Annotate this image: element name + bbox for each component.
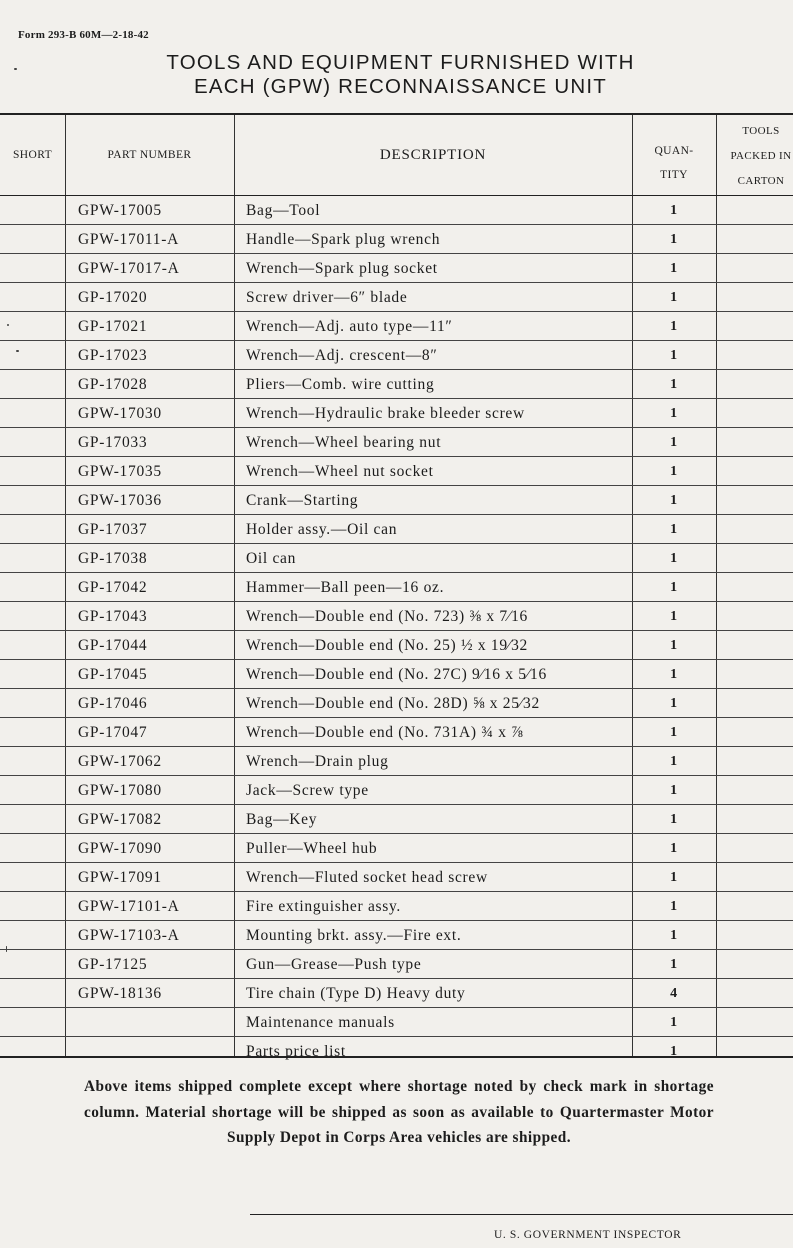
part-number-cell: GPW-17080 xyxy=(78,782,162,799)
quantity-cell: 1 xyxy=(670,1015,678,1030)
description-cell: Bag—Tool xyxy=(246,202,321,219)
part-number-cell: GP-17023 xyxy=(78,347,148,364)
description-cell: Parts price list xyxy=(246,1043,346,1060)
form-number: Form 293-B 60M—2-18-42 xyxy=(18,29,149,41)
description-cell: Screw driver—6″ blade xyxy=(246,289,408,306)
part-number-cell: GPW-17035 xyxy=(78,463,162,480)
paper-speck xyxy=(6,946,7,952)
description-cell: Wrench—Spark plug socket xyxy=(246,260,438,277)
quantity-cell: 1 xyxy=(670,725,678,740)
description-cell: Wrench—Double end (No. 731A) ¾ x ⅞ xyxy=(246,724,524,741)
part-number-cell: GP-17047 xyxy=(78,724,148,741)
quantity-cell: 1 xyxy=(670,319,678,334)
quantity-cell: 1 xyxy=(670,638,678,653)
description-cell: Wrench—Double end (No. 27C) 9⁄16 x 5⁄16 xyxy=(246,666,547,683)
description-cell: Oil can xyxy=(246,550,297,567)
quantity-cell: 1 xyxy=(670,841,678,856)
part-number-cell: GPW-17036 xyxy=(78,492,162,509)
description-cell: Wrench—Wheel nut socket xyxy=(246,463,434,480)
header-tools-packed xyxy=(716,115,793,199)
part-number-cell: GPW-18136 xyxy=(78,985,162,1002)
signature-label: U. S. GOVERNMENT INSPECTOR xyxy=(494,1229,682,1241)
part-number-cell: GP-17028 xyxy=(78,376,148,393)
shortage-note: Above items shipped complete except where shortage noted by check mark in shortage column. Material shortage will be shipped as soon as available to Quartermaster Motor Supply Depot in Corps Area vehicles are shipped. xyxy=(84,1078,714,1146)
quantity-cell: 1 xyxy=(670,435,678,450)
quantity-cell: 1 xyxy=(670,406,678,421)
column-divider xyxy=(716,115,717,1056)
part-number-cell: GPW-17005 xyxy=(78,202,162,219)
description-cell: Puller—Wheel hub xyxy=(246,840,378,857)
header-quantity xyxy=(632,115,716,203)
description-cell: Wrench—Adj. auto type—11″ xyxy=(246,318,453,335)
part-number-cell: GP-17038 xyxy=(78,550,148,567)
part-number-cell: GP-17045 xyxy=(78,666,148,683)
description-cell: Maintenance manuals xyxy=(246,1014,395,1031)
part-number-cell: GP-17042 xyxy=(78,579,148,596)
part-number-cell: GP-17044 xyxy=(78,637,148,654)
quantity-cell: 1 xyxy=(670,957,678,972)
paper-speck xyxy=(16,350,19,352)
description-cell: Bag—Key xyxy=(246,811,318,828)
description-cell: Jack—Screw type xyxy=(246,782,369,799)
quantity-cell: 1 xyxy=(670,203,678,218)
header-tools-line-1: TOOLS xyxy=(742,125,780,137)
part-number-cell: GPW-17017-A xyxy=(78,260,180,277)
part-number-cell: GPW-17062 xyxy=(78,753,162,770)
description-cell: Tire chain (Type D) Heavy duty xyxy=(246,985,466,1002)
header-short: SHORT xyxy=(12,149,52,161)
description-cell: Wrench—Double end (No. 25) ½ x 19⁄32 xyxy=(246,637,528,654)
description-cell: Wrench—Drain plug xyxy=(246,753,389,770)
quantity-cell: 1 xyxy=(670,261,678,276)
equipment-table xyxy=(0,113,793,1058)
description-cell: Wrench—Double end (No. 723) ⅜ x 7⁄16 xyxy=(246,608,528,625)
quantity-cell: 1 xyxy=(670,290,678,305)
header-part-number: PART NUMBER xyxy=(107,149,192,161)
description-cell: Handle—Spark plug wrench xyxy=(246,231,441,248)
header-quantity-line-2: TITY xyxy=(660,169,688,181)
quantity-cell: 1 xyxy=(670,348,678,363)
description-cell: Pliers—Comb. wire cutting xyxy=(246,376,435,393)
description-cell: Wrench—Wheel bearing nut xyxy=(246,434,442,451)
header-quantity-line-1: QUAN- xyxy=(654,145,694,157)
part-number-cell: GP-17033 xyxy=(78,434,148,451)
description-cell: Fire extinguisher assy. xyxy=(246,898,402,915)
description-cell: Mounting brkt. assy.—Fire ext. xyxy=(246,927,462,944)
description-cell: Gun—Grease—Push type xyxy=(246,956,422,973)
signature-line xyxy=(250,1214,793,1215)
quantity-cell: 1 xyxy=(670,609,678,624)
header-tools-line-3: CARTON xyxy=(737,175,785,187)
part-number-cell: GPW-17103-A xyxy=(78,927,180,944)
page-title-line-1: TOOLS AND EQUIPMENT FURNISHED WITH xyxy=(166,51,635,74)
part-number-cell: GP-17046 xyxy=(78,695,148,712)
part-number-cell: GP-17020 xyxy=(78,289,148,306)
quantity-cell: 1 xyxy=(670,899,678,914)
quantity-cell: 1 xyxy=(670,812,678,827)
quantity-cell: 1 xyxy=(670,551,678,566)
part-number-cell: GPW-17011-A xyxy=(78,231,179,248)
header-description: DESCRIPTION xyxy=(379,146,487,163)
part-number-cell: GP-17021 xyxy=(78,318,148,335)
paper-speck xyxy=(7,324,9,326)
part-number-cell: GPW-17082 xyxy=(78,811,162,828)
description-cell: Crank—Starting xyxy=(246,492,359,509)
quantity-cell: 1 xyxy=(670,754,678,769)
description-cell: Wrench—Hydraulic brake bleeder screw xyxy=(246,405,525,422)
quantity-cell: 1 xyxy=(670,232,678,247)
part-number-cell: GPW-17091 xyxy=(78,869,162,886)
quantity-cell: 1 xyxy=(670,696,678,711)
header-tools-line-2: PACKED IN xyxy=(730,150,792,162)
quantity-cell: 1 xyxy=(670,667,678,682)
quantity-cell: 1 xyxy=(670,493,678,508)
quantity-cell: 1 xyxy=(670,377,678,392)
quantity-cell: 1 xyxy=(670,522,678,537)
paper-speck xyxy=(14,68,17,70)
description-cell: Wrench—Double end (No. 28D) ⅝ x 25⁄32 xyxy=(246,695,540,712)
quantity-cell: 1 xyxy=(670,580,678,595)
description-cell: Holder assy.—Oil can xyxy=(246,521,398,538)
description-cell: Wrench—Fluted socket head screw xyxy=(246,869,488,886)
quantity-cell: 1 xyxy=(670,1044,678,1059)
column-divider xyxy=(65,115,66,1056)
quantity-cell: 4 xyxy=(670,986,678,1001)
quantity-cell: 1 xyxy=(670,928,678,943)
part-number-cell: GPW-17101-A xyxy=(78,898,180,915)
quantity-cell: 1 xyxy=(670,870,678,885)
part-number-cell: GP-17125 xyxy=(78,956,148,973)
part-number-cell: GPW-17030 xyxy=(78,405,162,422)
page-title-line-2: EACH (GPW) RECONNAISSANCE UNIT xyxy=(194,75,607,98)
description-cell: Wrench—Adj. crescent—8″ xyxy=(246,347,438,364)
quantity-cell: 1 xyxy=(670,783,678,798)
part-number-cell: GP-17037 xyxy=(78,521,148,538)
part-number-cell: GP-17043 xyxy=(78,608,148,625)
column-divider xyxy=(234,115,235,1056)
description-cell: Hammer—Ball peen—16 oz. xyxy=(246,579,445,596)
part-number-cell: GPW-17090 xyxy=(78,840,162,857)
quantity-cell: 1 xyxy=(670,464,678,479)
